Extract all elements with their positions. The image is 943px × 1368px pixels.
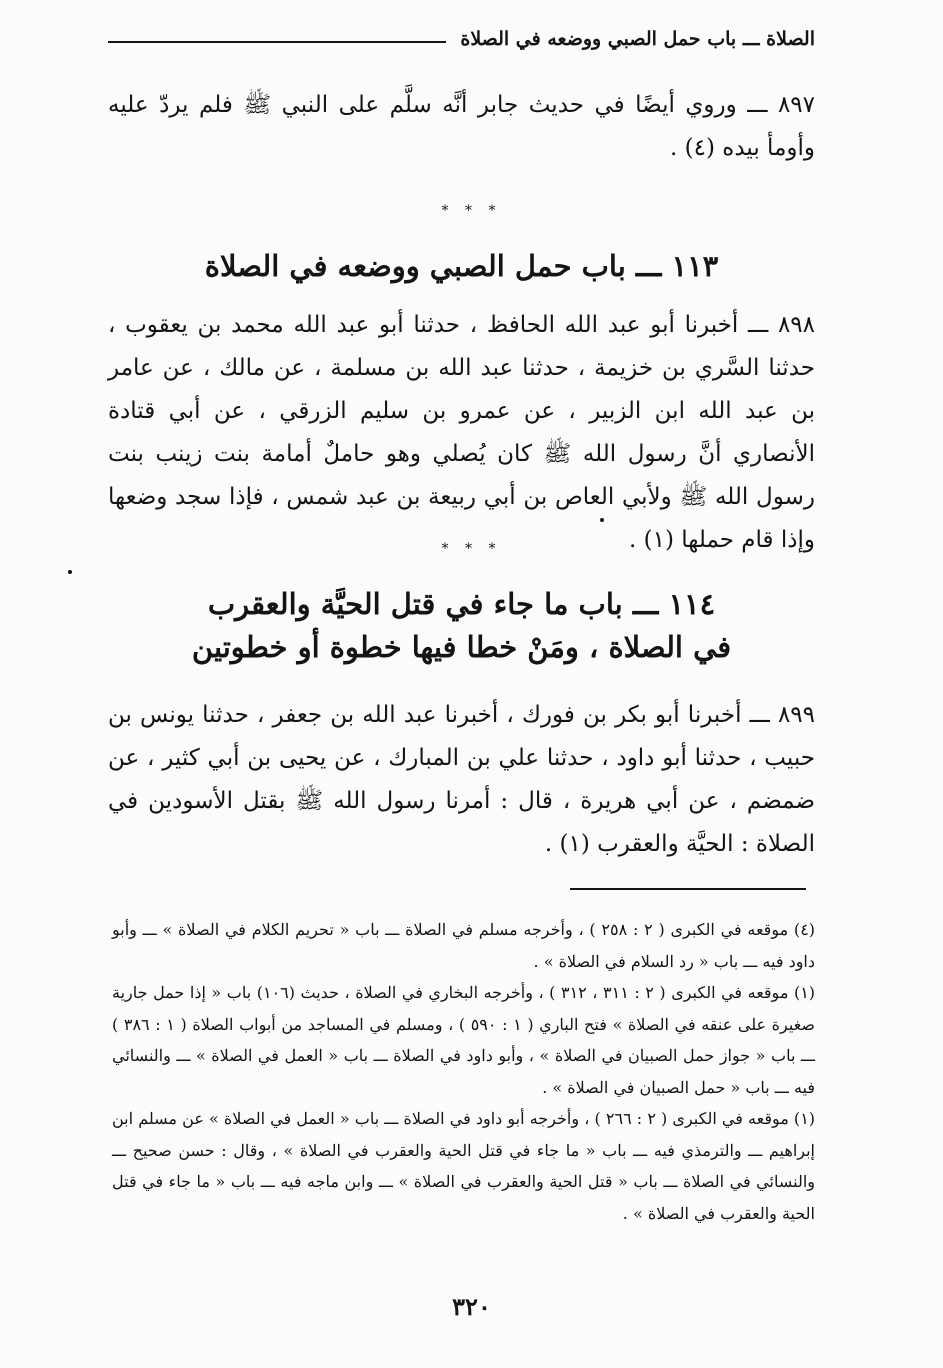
hadith-899: ٨٩٩ ـــ أخبرنا أبو بكر بن فورك ، أخبرنا عبد الله بن جعفر ، حدثنا يونس بن حبيب ، حدثنا أبو داود ، حدثنا علي بن المبارك ، عن يحيى بن أبي كثير ، عن ضمضم ، عن أبي هريرة ، قال : أمرنا رسول الله ﷺ بقتل الأسودين في الصلاة : الحيَّة والعقرب (١) . [108, 702, 815, 857]
hadith-897: ٨٩٧ ـــ وروي أيضًا في حديث جابر أنَّه سلَّم على النبي ﷺ فلم يردّ عليه وأومأ بيده (٤) . [108, 92, 815, 161]
hadith-898: ٨٩٨ ـــ أخبرنا أبو عبد الله الحافظ ، حدثنا أبو عبد الله محمد بن يعقوب ، حدثنا السَّري بن خزيمة ، حدثنا عبد الله بن مسلمة ، عن مالك ، عن عامر بن عبد الله ابن الزبير ، عن عمرو بن سليم الزرقي ، عن أبي قتادة الأنصاري أنَّ رسول الله ﷺ كان يُصلي وهو حاملٌ أمامة بنت زينب بنت رسول الله ﷺ ولأبي العاص بن أبي ربيعة بن عبد شمس ، فإذا سجد وضعها وإذا قام حملها (١) . [108, 312, 815, 553]
footnote-rule [570, 888, 806, 890]
ink-speck [600, 518, 604, 522]
footnotes [112, 914, 815, 1229]
chapter-heading-113: ١١٣ ـــ باب حمل الصبي ووضعه في الصلاة [204, 249, 719, 283]
footnote: (١) موقعه في الكبرى ( ٢ : ٢٦٦ ) ، وأخرجه أبو داود في الصلاة ـــ باب « العمل في الصلاة » عن مسلم ابن إبراهيم ـــ والترمذي فيه ـــ باب « ما جاء في قتل الحية والعقرب في الصلاة » ، وقال : حسن صحيح ـــ والنسائي في الصلاة ـــ باب « قتل الحية والعقرب في الصلاة » ـــ وابن ماجه فيه ـــ باب « ما جاء في قتل الحية والعقرب في الصلاة » . [112, 1109, 816, 1223]
chapter-heading-114-line2: في الصلاة ، ومَنْ خطا فيها خطوة أو خطوتين [191, 630, 732, 664]
section-separator: * * * [441, 541, 502, 557]
section-separator: * * * [441, 203, 502, 219]
running-head-title: الصلاة ـــ باب حمل الصبي ووضعه في الصلاة [460, 28, 815, 50]
running-header [108, 28, 815, 50]
footnote: (١) موقعه في الكبرى ( ٢ : ٣١١ ، ٣١٢ ) ، وأخرجه البخاري في الصلاة ، حديث (١٠٦) باب « إذا حمل جارية صغيرة على عنقه في الصلاة » فتح الباري ( ١ : ٥٩٠ ) ، ومسلم في المساجد من أبواب الصلاة ( ١ : ٣٨٦ ) ـــ باب « جواز حمل الصبيان في الصلاة » ، وأبو داود في الصلاة ـــ باب « العمل في الصلاة » ـــ والنسائي فيه ـــ باب « حمل الصبيان في الصلاة » . [112, 983, 816, 1097]
ink-speck [68, 570, 72, 574]
header-rule [108, 41, 446, 43]
page-number: ٣٢٠ [452, 1292, 491, 1321]
chapter-heading-114-line1: ١١٤ ـــ باب ما جاء في قتل الحيَّة والعقرب [207, 587, 716, 621]
footnote: (٤) موقعه في الكبرى ( ٢ : ٢٥٨ ) ، وأخرجه مسلم في الصلاة ـــ باب « تحريم الكلام في الصلاة » ـــ وأبو داود فيه ـــ باب « رد السلام في الصلاة » . [112, 920, 816, 971]
